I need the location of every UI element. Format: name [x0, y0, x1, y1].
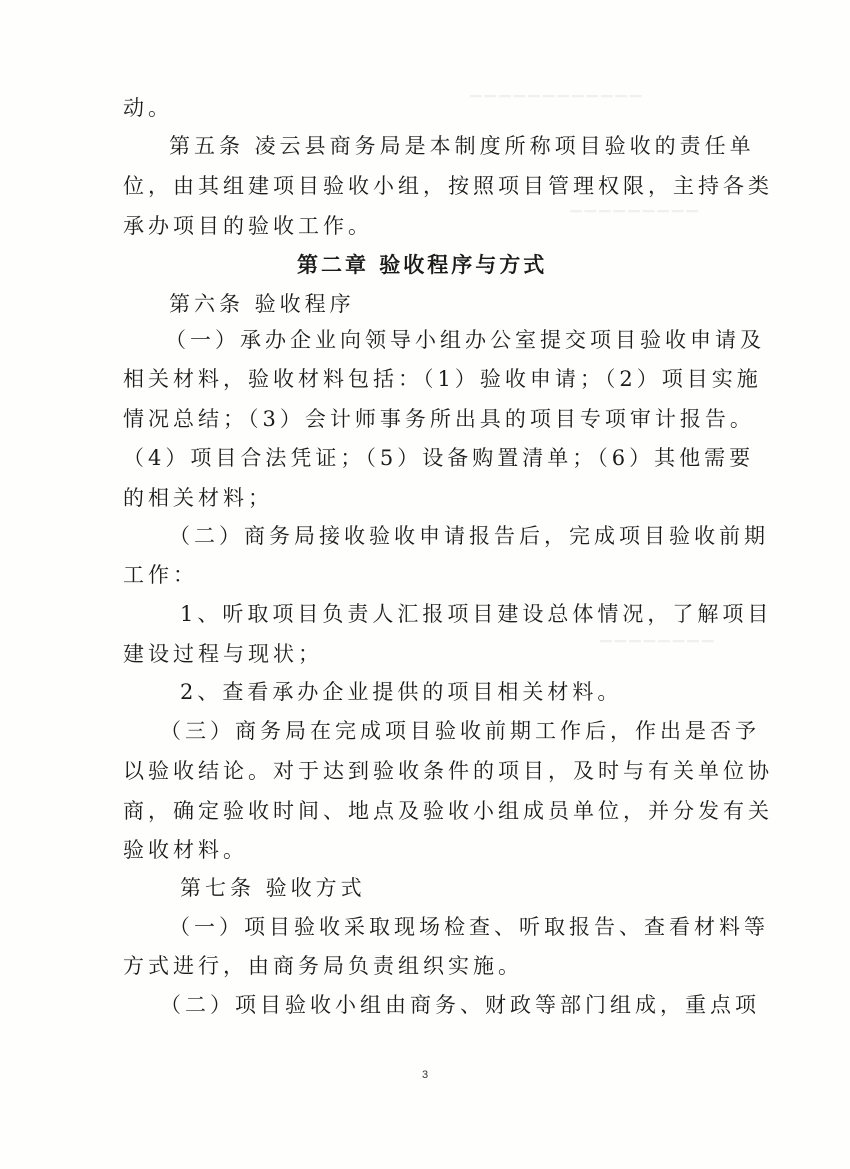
- page-number: 3: [421, 1069, 429, 1081]
- article-7-title: 第七条 验收方式: [180, 876, 366, 900]
- paragraph-line: （二）商务局接收验收申请报告后，完成项目验收前期: [169, 524, 769, 548]
- paragraph-line: 1、听取项目负责人汇报项目建设总体情况，了解项目: [180, 602, 773, 626]
- paragraph-line: 以验收结论。对于达到验收条件的项目，及时与有关单位协: [123, 759, 773, 783]
- chapter-heading: 第二章 验收程序与方式: [297, 253, 548, 277]
- paragraph-line: 商，确定验收时间、地点及验收小组成员单位，并分发有关: [123, 799, 773, 823]
- paragraph-line: 方式进行，由商务局负责组织实施。: [123, 954, 523, 978]
- paragraph-line: 动。: [123, 96, 173, 120]
- article-6-title: 第六条 验收程序: [169, 292, 355, 316]
- paragraph-line: （一）项目验收采取现场检查、听取报告、查看材料等: [169, 915, 769, 939]
- paragraph-line: 工作：: [123, 563, 198, 587]
- paragraph-line: 的相关材料；: [123, 486, 273, 510]
- paragraph-line: 2、查看承办企业提供的项目相关材料。: [180, 680, 623, 704]
- paragraph-line: 位，由其组建项目验收小组，按照项目管理权限，主持各类: [123, 174, 773, 198]
- paragraph-line: 承办项目的验收工作。: [123, 214, 373, 238]
- paragraph-line: （三）商务局在完成项目验收前期工作后，作出是否予: [160, 719, 760, 743]
- paragraph-line: 建设过程与现状；: [123, 642, 323, 666]
- paragraph-line: （一）承办企业向领导小组办公室提交项目验收申请及: [165, 328, 765, 352]
- paragraph-line: 相关材料，验收材料包括：（1）验收申请；（2）项目实施: [123, 367, 762, 391]
- article-5-title: 第五条 凌云县商务局是本制度所称项目验收的责任单: [169, 134, 755, 158]
- paragraph-line: 验收材料。: [123, 838, 248, 862]
- paragraph-line: （4）项目合法凭证；（5）设备购置清单；（6）其他需要: [123, 446, 755, 470]
- document-page: ▔▔▔▔▔▔▔▔▔▔▔▔ ▔▔▔▔▔▔▔▔▔ ▔▔▔▔▔▔▔▔ 动。 第五条 凌云县商务局是本制度所称项目验收的责任单 位，由其组建项目验收小组，按照项目管理权限，主持各类 承办项目的验收工作。 第二章 验收程序与方式 第六条 验收程序 （一）承办企业向领导小组办公室提交项目验收申请及 相关材料，验收材料包括：（1）验收申请；（2）项目实施 情况总结；（3）会计师事务所出具的项目专项审计报告。 （4）项目合法凭证；（5）设备购置清单；（6）其他需要 的相关材料； （二）商务局接收验收申请报告后，完成项目验收前期 工作： 1、听取项目负责人汇报项目建设总体情况，了解项目 建设过程与现状； 2、查看承办企业提供的项目相关材料。 （三）商务局在完成项目验收前期工作后，作出是否予 以验收结论。对于达到验收条件的项目，及时与有关单位协 商，确定验收时间、地点及验收小组成员单位，并分发有关 验收材料。 第七条 验收方式 （一）项目验收采取现场检查、听取报告、查看材料等 方式进行，由商务局负责组织实施。 （二）项目验收小组由商务、财政等部门组成，重点项 3: [0, 0, 850, 1169]
- paragraph-line: （二）项目验收小组由商务、财政等部门组成，重点项: [160, 993, 760, 1017]
- paragraph-line: 情况总结；（3）会计师事务所出具的项目专项审计报告。: [123, 407, 755, 431]
